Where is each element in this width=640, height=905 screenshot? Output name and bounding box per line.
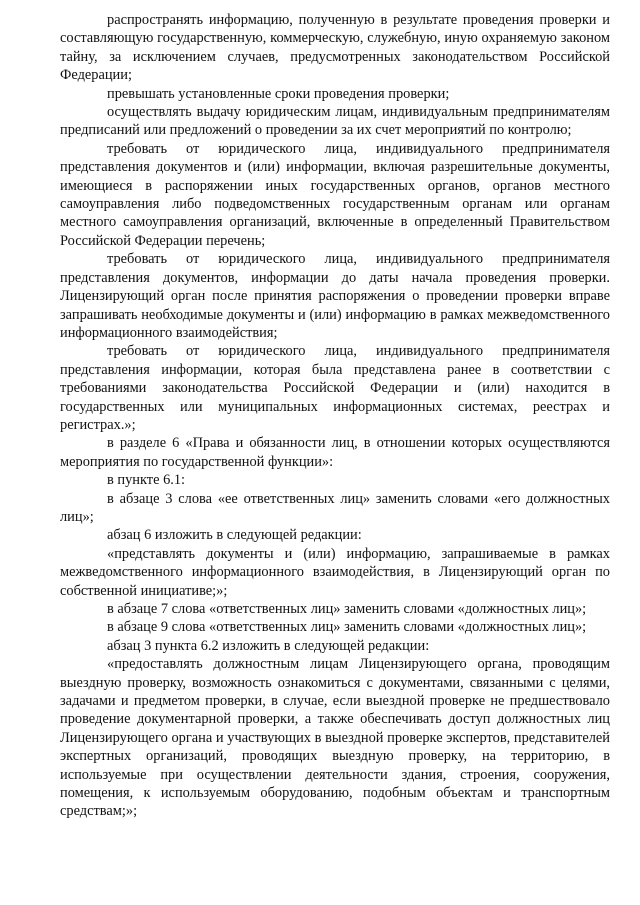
paragraph-abzac-7-change: в абзаце 7 слова «ответственных лиц» заменить словами «должностных лиц»;: [107, 601, 587, 617]
paragraph-clause-6-2-abzac-3: абзац 3 пункта 6.2 изложить в следующей редакции:: [107, 637, 430, 654]
paragraph-abzac-3-change: в абзаце 3 слова «ее ответственных лиц» заменить словами «его должностных лиц»;: [60, 490, 610, 525]
paragraph-abzac-6-new-wording: абзац 6 изложить в следующей редакции:: [107, 527, 362, 544]
paragraph-abzac-6-text: «представлять документы и (или) информацию, запрашиваемые в рамках межведомственного информационного взаимодействия, в Лицензирующий орган по собственной инициативе;»;: [60, 545, 610, 599]
paragraph-prohibition-exceed-deadlines: превышать установленные сроки проведения проверки;: [107, 85, 450, 102]
paragraph-prohibition-demand-before-start: требовать от юридического лица, индивидуального предпринимателя представления документов, информации до даты начала проведения проверки. Лицензирующий орган после принятия распоряжения о проведении проверки вправе запрашивать необходимые документы и (или) информацию в рамках межведомственного информационного взаимодействия;: [60, 251, 610, 341]
paragraph-prohibition-disclose-secrets: распространять информацию, полученную в результате проведения проверки и составляющую государственную, коммерческую, служебную, иную охраняемую законом тайну, за исключением случаев, предусмотренных законодательством Российской Федерации;: [60, 12, 610, 84]
paragraph-section-6-heading: в разделе 6 «Права и обязанности лиц, в отношении которых осуществляются мероприятия по государственной функции»:: [60, 435, 610, 470]
paragraph-abzac-9-change: в абзаце 9 слова «ответственных лиц» заменить словами «должностных лиц»;: [107, 619, 587, 636]
paragraph-clause-6-2-text: «предоставлять должностным лицам Лицензирующего органа, проводящим выездную проверку, возможность ознакомиться с документами, связанными с целями, задачами и предметом проверки, в случае, если выездной проверке не предшествовало проведение документарной проверки, а также обеспечивать доступ должностных лиц Лицензирующего органа и участвующих в выездной проверке экспертов, представителей экспертных организаций, проводящих выездную проверку, на территорию, в используемые при осуществлении деятельности здания, строения, сооружения, помещения, к используемым оборудованию, подобным объектам и транспортным средствам;»;: [60, 656, 610, 820]
paragraph-prohibition-demand-documents: требовать от юридического лица, индивидуального предпринимателя представления документов и (или) информации, включая разрешительные документы, имеющиеся в распоряжении иных государственных органов, органов местного самоуправления либо подведомственных государственным органам или органам местного самоуправления организаций, включенные в определенный Правительством Российской Федерации перечень;: [60, 140, 610, 249]
paragraph-prohibition-issue-orders: осуществлять выдачу юридическим лицам, индивидуальным предпринимателям предписаний или предложений о проведении за их счет мероприятий по контролю;: [60, 104, 610, 139]
paragraph-prohibition-demand-previous-info: требовать от юридического лица, индивидуального предпринимателя представления информации, которая была представлена ранее в соответствии с требованиями законодательства Российской Федерации и (или) находится в государственных или муниципальных информационных системах, реестрах и регистрах.»;: [60, 343, 610, 433]
document-page: [60, 11, 610, 821]
paragraph-clause-6-1: в пункте 6.1:: [107, 472, 186, 489]
